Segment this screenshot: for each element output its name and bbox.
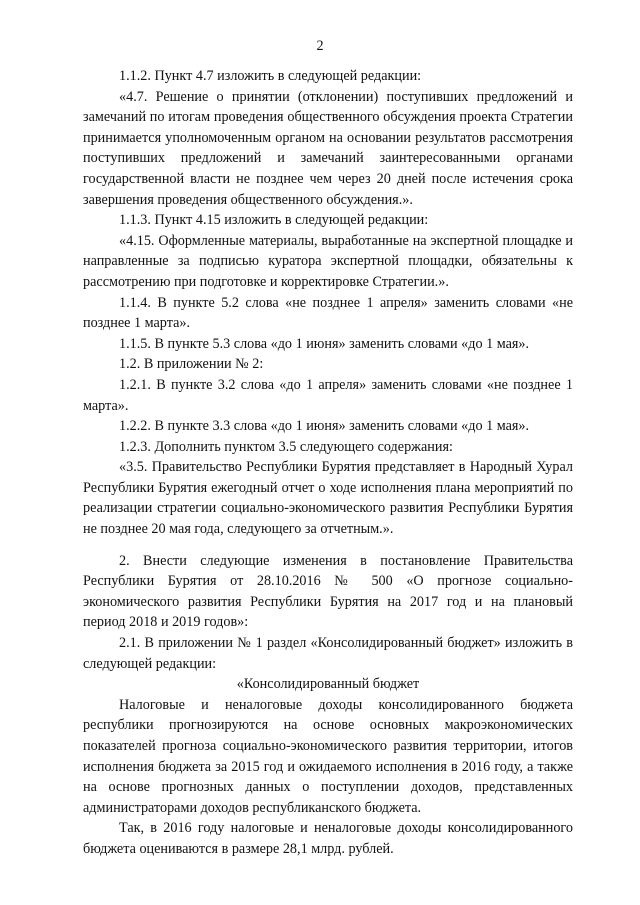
paragraph-1-1-3: 1.1.3. Пункт 4.15 изложить в следующей редакции:	[119, 212, 429, 229]
paragraph-1-2-1: 1.2.1. В пункте 3.2 слова «до 1 апреля» заменить словами «не позднее 1 марта».	[83, 376, 573, 414]
paragraph-1-1-4: 1.1.4. В пункте 5.2 слова «не позднее 1 апреля» заменить словами «не позднее 1 марта».	[83, 294, 573, 332]
paragraph-1-1-2: 1.1.2. Пункт 4.7 изложить в следующей редакции:	[119, 68, 422, 84]
paragraph-gap	[83, 540, 573, 551]
paragraph-1-1-5: 1.1.5. В пункте 5.3 слова «до 1 июня» заменить словами «до 1 мая».	[119, 335, 530, 352]
paragraph-3-5-text: «3.5. Правительство Республики Бурятия представляет в Народный Хурал Республики Бурятия ежегодный отчет о ходе исполнения плана мероприятий по реализации стратегии социально-экономического развития Республики Бурятия не позднее 20 мая года, следующего за отчетным.».	[83, 459, 573, 538]
paragraph-budget-2016: Так, в 2016 году налоговые и неналоговые доходы консолидированного бюджета оцениваются в размере 28,1 млрд. рублей.	[83, 820, 573, 857]
paragraph-budget-revenue: Налоговые и неналоговые доходы консолидированного бюджета республики прогнозируются на основе основных макроэкономических показателей прогноза социально-экономического развития территории, итогов исполнения бюджета за 2015 год и ожидаемого исполнения в 2016 году, а также на основе прогнозных данных о поступлении доходов, представленных администраторами доходов республиканского бюджета.	[83, 696, 573, 816]
paragraph-2: 2. Внести следующие изменения в постановление Правительства Республики Бурятия от 28.10.2016 № 500 «О прогнозе социально-экономического развития Республики Бурятия на 2017 год и на плановый период 2018 и 2019 годов»:	[83, 552, 573, 631]
document-body	[83, 66, 573, 860]
paragraph-1-2-2: 1.2.2. В пункте 3.3 слова «до 1 июня» заменить словами «до 1 мая».	[119, 418, 530, 435]
page-number: 2	[316, 38, 324, 54]
paragraph-2-1: 2.1. В приложении № 1 раздел «Консолидированный бюджет» изложить в следующей редакции:	[83, 635, 573, 672]
section-title: «Консолидированный бюджет	[236, 676, 420, 693]
paragraph-4-15-text: «4.15. Оформленные материалы, выработанные на экспертной площадке и направленные за подписью куратора экспертной площадки, обязательны к рассмотрению при подготовке и корректировке Стратегии.».	[83, 232, 573, 290]
paragraph-1-2-3: 1.2.3. Дополнить пунктом 3.5 следующего содержания:	[119, 438, 453, 455]
paragraph-4-7-text: «4.7. Решение о принятии (отклонении) поступивших предложений и замечаний по итогам проведения общественного обсуждения проекта Стратегии принимается уполномоченным органом на основании результатов рассмотрения поступивших предложений и замечаний заинтересованными органами государственной власти не позднее чем через 20 дней после истечения срока завершения проведения общественного обсуждения.».	[83, 88, 573, 208]
paragraph-1-2: 1.2. В приложении № 2:	[119, 356, 264, 373]
